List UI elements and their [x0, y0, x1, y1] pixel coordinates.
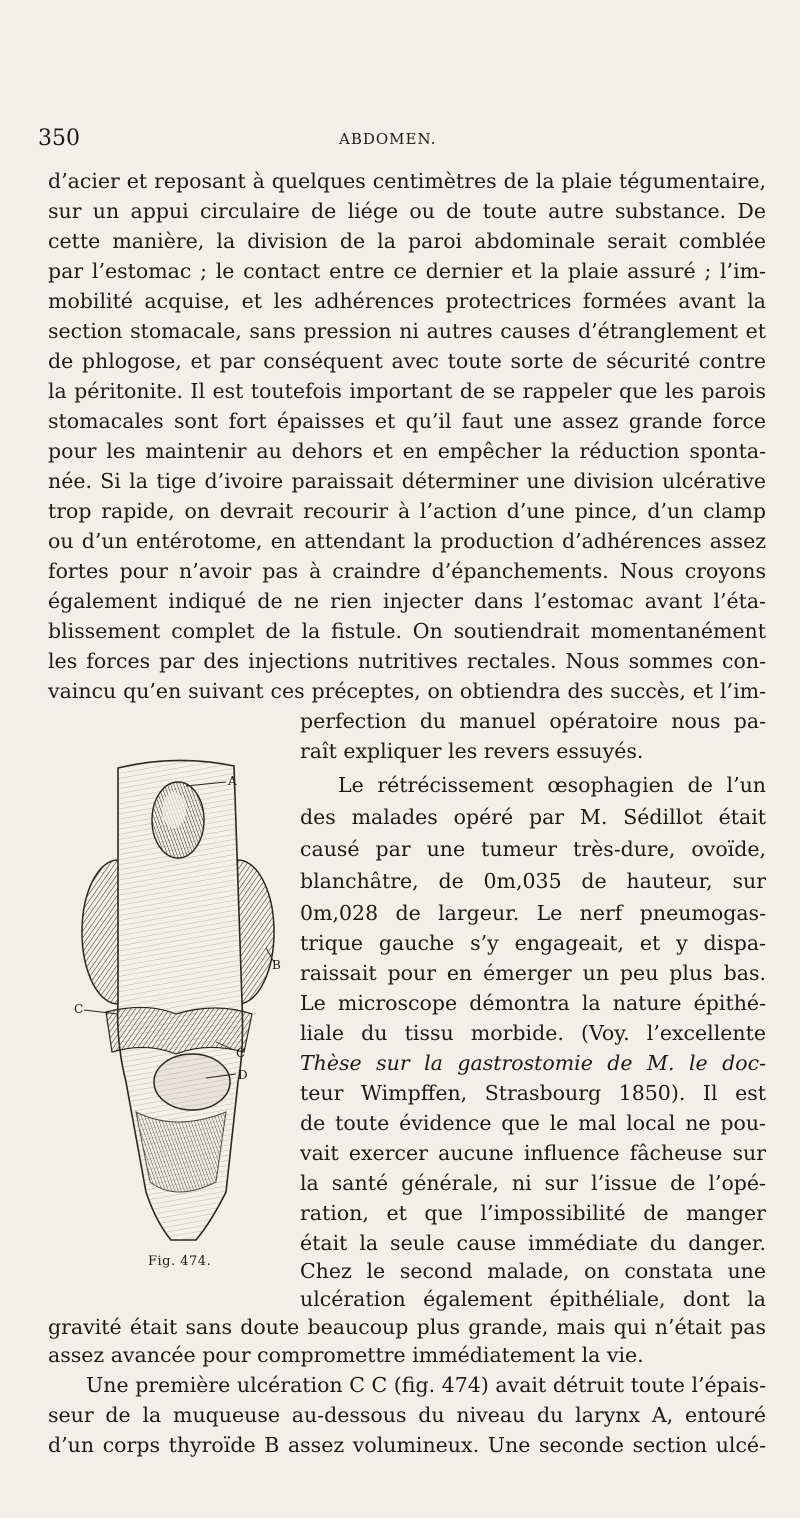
text-line: fortes pour n’avoir pas à craindre d’épanchements. Nous croyons	[48, 559, 766, 583]
text-line: cette manière, la division de la paroi abdominale serait comblée	[48, 229, 766, 253]
text-line: la santé générale, ni sur l’issue de l’opé-	[300, 1171, 766, 1195]
text-line: des malades opéré par M. Sédillot était	[300, 805, 766, 829]
text-line: ulcération également épithéliale, dont la	[300, 1287, 766, 1311]
figure-label-c-right: C	[236, 1046, 246, 1060]
text-line: Chez le second malade, on constata une	[300, 1259, 766, 1283]
text-line: par l’estomac ; le contact entre ce dernier et la plaie assuré ; l’im-	[48, 259, 766, 283]
text-line: pour les maintenir au dehors et en empêcher la réduction sponta-	[48, 439, 766, 463]
page-number: 350	[38, 126, 80, 151]
figure-caption: Fig. 474.	[148, 1254, 212, 1269]
text-line: Le rétrécissement œsophagien de l’un	[338, 773, 766, 797]
text-line: trop rapide, on devrait recourir à l’action d’une pince, d’un clamp	[48, 499, 766, 523]
text-line: teur Wimpffen, Strasbourg 1850). Il est	[300, 1081, 766, 1105]
text-line: de phlogose, et par conséquent avec toute sorte de sécurité contre	[48, 349, 766, 373]
text-line: la péritonite. Il est toutefois important de se rappeler que les parois	[48, 379, 766, 403]
text-line: liale du tissu morbide. (Voy. l’excellente	[300, 1021, 766, 1045]
text-line: mobilité acquise, et les adhérences protectrices formées avant la	[48, 289, 766, 313]
text-line: gravité était sans doute beaucoup plus grande, mais qui n’était pas	[48, 1315, 766, 1339]
text-line: d’un corps thyroïde B assez volumineux. Une seconde section ulcé-	[48, 1433, 766, 1457]
text-line: raît expliquer les revers essuyés.	[300, 739, 644, 763]
text-line: 0m,028 de largeur. Le nerf pneumogas-	[300, 901, 766, 925]
text-line: perfection du manuel opératoire nous pa-	[300, 709, 766, 733]
text-line: de toute évidence que le mal local ne pou-	[300, 1111, 766, 1135]
text-line: stomacales sont fort épaisses et qu’il faut une assez grande force	[48, 409, 766, 433]
text-line: blanchâtre, de 0m,035 de hauteur, sur	[300, 869, 766, 893]
text-line: était la seule cause immédiate du danger.	[300, 1231, 766, 1255]
text-line: trique gauche s’y engageait, et y dispa-	[300, 931, 766, 955]
text-line: causé par une tumeur très-dure, ovoïde,	[300, 837, 766, 861]
text-line: les forces par des injections nutritives rectales. Nous sommes con-	[48, 649, 766, 673]
text-line: Thèse sur la gastrostomie de M. le doc-	[300, 1051, 766, 1075]
text-line: d’acier et reposant à quelques centimètres de la plaie tégumentaire,	[48, 169, 766, 193]
page-header	[34, 126, 764, 156]
text-line: section stomacale, sans pression ni autres causes d’étranglement et	[48, 319, 766, 343]
text-line: vaincu qu’en suivant ces préceptes, on obtiendra des succès, et l’im-	[48, 679, 766, 703]
text-line: ration, et que l’impossibilité de manger	[300, 1201, 766, 1225]
running-title: ABDOMEN.	[339, 130, 437, 148]
figure-label-a: A	[228, 774, 237, 788]
figure-label-d: D	[238, 1068, 248, 1082]
text-line: seur de la muqueuse au-dessous du niveau du larynx A, entouré	[48, 1403, 766, 1427]
figure-label-c-left: C	[74, 1002, 84, 1016]
text-line: ou d’un entérotome, en attendant la production d’adhérences assez	[48, 529, 766, 553]
text-line: blissement complet de la fistule. On soutiendrait momentanément	[48, 619, 766, 643]
text-line: Une première ulcération C C (fig. 474) avait détruit toute l’épais-	[86, 1373, 766, 1397]
figure-474	[66, 752, 290, 1252]
figure-label-b: B	[272, 958, 281, 972]
text-line: raissait pour en émerger un peu plus bas.	[300, 961, 766, 985]
text-line: née. Si la tige d’ivoire paraissait déterminer une division ulcérative	[48, 469, 766, 493]
text-line: vait exercer aucune influence fâcheuse sur	[300, 1141, 766, 1165]
text-line: Le microscope démontra la nature épithé-	[300, 991, 766, 1015]
esophagus-engraving	[66, 752, 290, 1252]
text-line: sur un appui circulaire de liége ou de toute autre substance. De	[48, 199, 766, 223]
text-line: assez avancée pour compromettre immédiatement la vie.	[48, 1343, 644, 1367]
text-line: également indiqué de ne rien injecter dans l’estomac avant l’éta-	[48, 589, 766, 613]
